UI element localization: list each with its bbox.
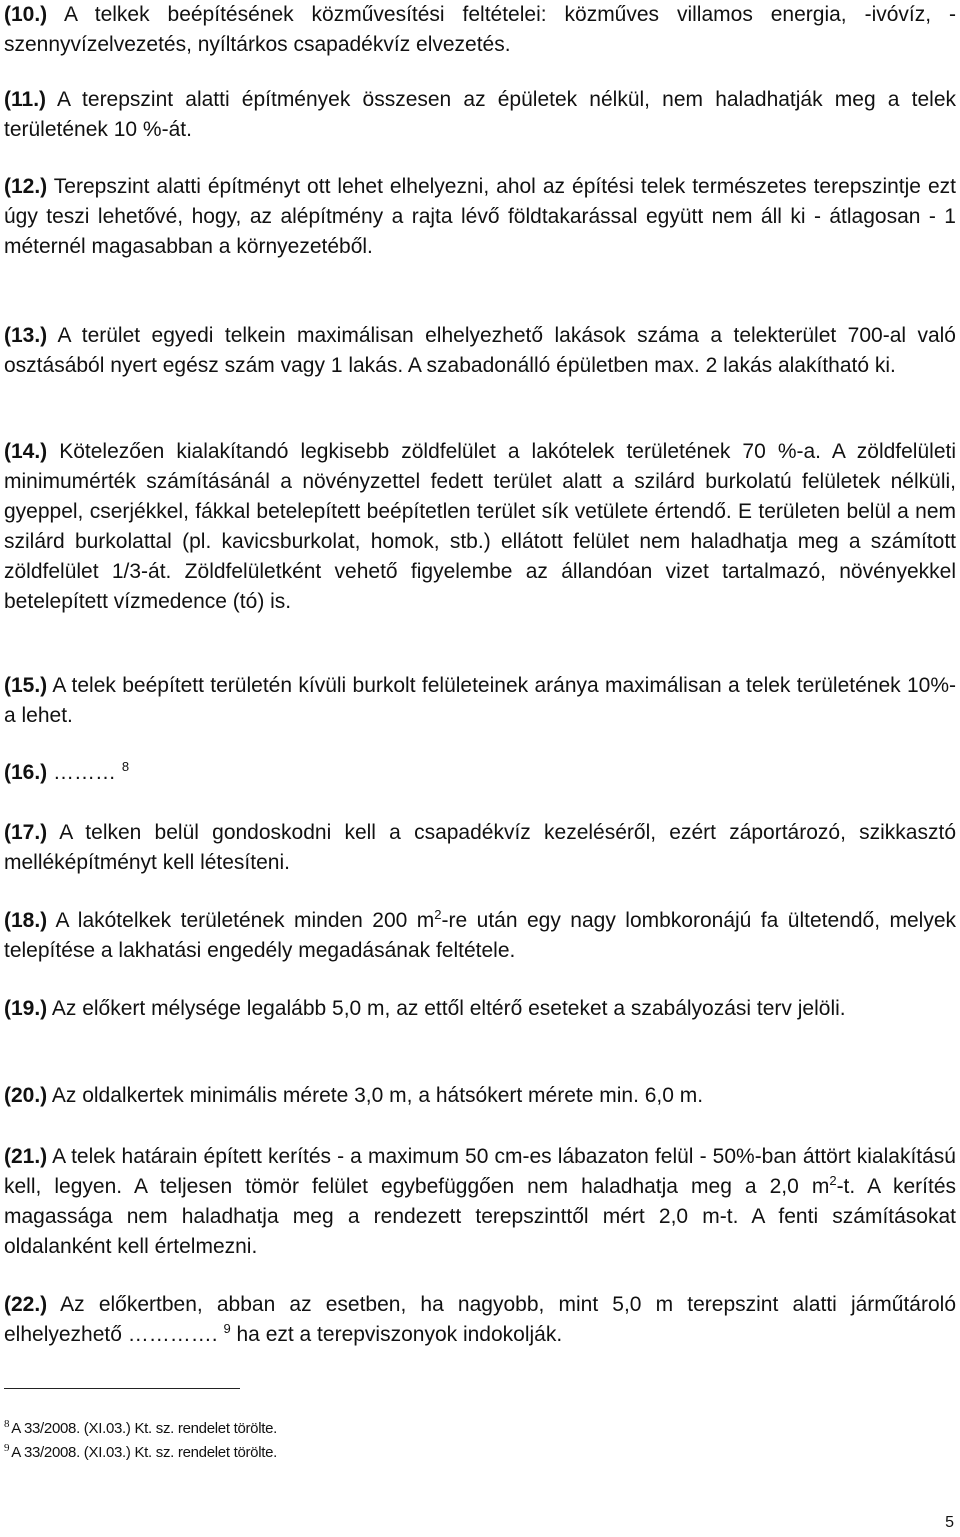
- paragraph-text: A lakótelkek területének minden 200 m: [47, 909, 435, 932]
- paragraph-11: [4, 85, 956, 145]
- footnote-8: [4, 1420, 277, 1438]
- paragraph-number: (10.): [4, 3, 48, 26]
- paragraph-20: [4, 1081, 956, 1111]
- footnote-9: [4, 1444, 277, 1462]
- paragraph-number: (13.): [4, 324, 48, 347]
- paragraph-text: A telek beépített területén kívüli burkolt felületeinek aránya maximálisan a telek területének 10%-a lehet.: [4, 674, 956, 727]
- paragraph-text: A terület egyedi telkein maximálisan elhelyezhető lakások száma a telekterület 700-al való osztásából nyert egész szám vagy 1 lakás. A szabadonálló épületben max. 2 lakás alakítható ki.: [4, 324, 956, 377]
- paragraph-text: A telkek beépítésének közművesítési feltételei: közműves villamos energia, -ivóvíz, -szennyvízelvezetés, nyíltárkos csapadékvíz elvezetés.: [4, 3, 956, 56]
- paragraph-number: (16.): [4, 761, 48, 784]
- paragraph-number: (15.): [4, 674, 48, 697]
- paragraph-text: ………: [47, 761, 122, 784]
- paragraph-number: (17.): [4, 821, 48, 844]
- footnote-text: A 33/2008. (XI.03.) Kt. sz. rendelet törölte.: [11, 1444, 278, 1461]
- paragraph-13: [4, 321, 956, 381]
- paragraph-text: A telek határain épített kerítés - a maximum 50 cm-es lábazaton felül - 50%-ban áttört kialakítású kell, legyen. A teljesen tömör felület egybefüggően nem haladhatja meg a 2,0 m: [4, 1145, 956, 1198]
- footnote-mark: 9: [4, 1442, 10, 1454]
- paragraph-number: (21.): [4, 1145, 48, 1168]
- paragraph-text: Kötelezően kialakítandó legkisebb zöldfelület a lakótelek területének 70 %-a. A zöldfelületi minimumérték számításánál a növényzettel fedett terület alatt a szilárd burkolatú felületek nélküli, gyeppel, cserjékkel, fákkal betelepített beépítetlen terület sík vetülete értendő. E területen belül a nem szilárd burkolattal (pl. kavicsburkolat, homok, stb.) ellátott felület nem haladhatja meg a számított zöldfelület 1/3-át. Zöldfelületként vehető figyelembe az állandóan vizet tartalmazó, növényekkel betelepített vízmedence (tó) is.: [4, 440, 956, 613]
- paragraph-10: [4, 0, 956, 60]
- paragraph-number: (19.): [4, 997, 48, 1020]
- paragraph-text: A terepszint alatti építmények összesen az épületek nélkül, nem haladhatják meg a telek területének 10 %-át.: [4, 88, 956, 141]
- paragraph-18: [4, 906, 956, 966]
- paragraph-22: [4, 1290, 956, 1350]
- paragraph-text-continued: -t. A kerítés magassága nem haladhatja meg a rendezett terepszinttől mért 2,0 m-t. A fenti számításokat oldalanként kell értelmezni.: [4, 1175, 956, 1258]
- paragraph-number: (11.): [4, 88, 47, 111]
- paragraph-number: (22.): [4, 1293, 48, 1316]
- paragraph-text: Terepszint alatti építményt ott lehet elhelyezni, ahol az építési telek természetes terepszintje ezt úgy teszi lehetővé, hogy, az alépítmény a rajta lévő földtakarással együtt nem áll ki - átlagosan - 1 méternél magasabban a környezetéből.: [4, 175, 956, 258]
- paragraph-number: (14.): [4, 440, 48, 463]
- page-number: 5: [945, 1514, 954, 1531]
- paragraph-15: [4, 671, 956, 731]
- paragraph-text: Az előkert mélysége legalább 5,0 m, az ettől eltérő eseteket a szabályozási terv jelöli.: [47, 997, 846, 1020]
- paragraph-19: [4, 994, 956, 1024]
- paragraph-text: Az előkertben, abban az esetben, ha nagyobb, mint 5,0 m terepszint alatti járműtároló elhelyezhető ………….: [4, 1293, 956, 1346]
- paragraph-text: Az oldalkertek minimális mérete 3,0 m, a hátsókert mérete min. 6,0 m.: [47, 1084, 704, 1107]
- footnote-reference: 8: [121, 759, 130, 774]
- paragraph-text-continued: ha ezt a terepviszonyok indokolják.: [230, 1323, 563, 1346]
- paragraph-12: [4, 172, 956, 262]
- paragraph-number: (12.): [4, 175, 48, 198]
- footnote-separator: [4, 1388, 240, 1389]
- superscript: 2: [434, 907, 442, 922]
- footnote-mark: 8: [4, 1418, 10, 1430]
- paragraph-21: [4, 1142, 956, 1262]
- superscript: 2: [829, 1173, 837, 1188]
- paragraph-14: [4, 437, 956, 617]
- paragraph-number: (20.): [4, 1084, 48, 1107]
- paragraph-text: A telken belül gondoskodni kell a csapadékvíz kezeléséről, ezért záportározó, szikkasztó melléképítményt kell létesíteni.: [4, 821, 956, 874]
- paragraph-16: [4, 758, 956, 788]
- paragraph-number: (18.): [4, 909, 48, 932]
- paragraph-text-continued: -re után egy nagy lombkoronájú fa ültetendő, melyek telepítése a lakhatási engedély megadásának feltétele.: [4, 909, 956, 962]
- paragraph-17: [4, 818, 956, 878]
- footnote-text: A 33/2008. (XI.03.) Kt. sz. rendelet törölte.: [11, 1420, 278, 1437]
- footnote-reference: 9: [223, 1321, 231, 1336]
